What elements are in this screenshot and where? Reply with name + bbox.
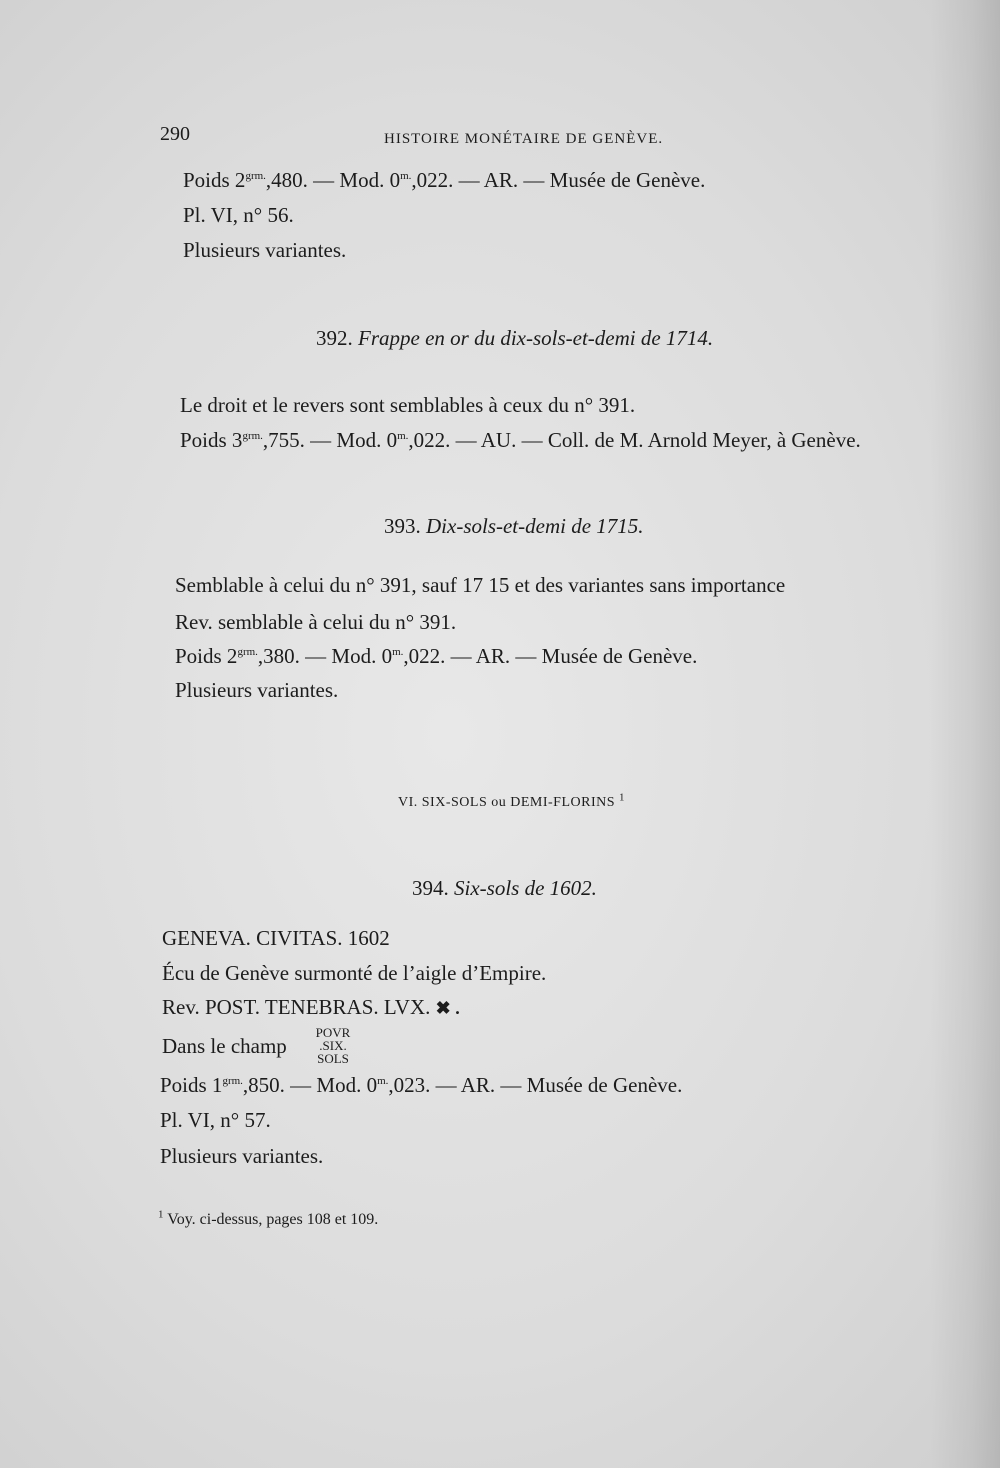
footnote-marker: 1 [158, 1208, 164, 1221]
entry-heading-394: 394. Six-sols de 1602. [412, 876, 597, 900]
running-title: HISTOIRE MONÉTAIRE DE GENÈVE. [384, 131, 664, 147]
variants-line-393: Plusieurs variantes. [175, 678, 339, 702]
champ-line: SOLS [317, 1051, 349, 1066]
footnote-ref: 1 [619, 791, 626, 804]
entry-heading-393: 393. Dix-sols-et-demi de 1715. [384, 514, 644, 538]
champ-label: Dans le champ [162, 1034, 287, 1058]
plate-line-391: Pl. VI, n° 56. [183, 203, 294, 227]
page-number: 290 [160, 123, 190, 145]
champ-line: .SIX. [319, 1038, 347, 1053]
weight-line-392: Poids $3^{grm.},755$. — Mod. $0^{m.},022$. — AU. — Coll. de M. Arnold Meyer, à Genève. [180, 428, 861, 452]
weight-line-394: Poids $1^{grm.},850$. — Mod. $0^{m.},023$. — AR. — Musée de Genève. [160, 1073, 683, 1097]
reverse-line-393: Rev. semblable à celui du n° 391. [175, 610, 457, 634]
champ-line: POVR [315, 1025, 351, 1040]
footnote: $^1$ Voy. ci-dessus, pages 108 et 109. [158, 1208, 379, 1228]
description-line-393: Semblable à celui du n° 391, sauf 17 15 et des variantes sans importance [175, 573, 786, 597]
weight-line-393: Poids $2^{grm.},380$. — Mod. $0^{m.},022$. — AR. — Musée de Genève. [175, 644, 698, 668]
variants-line-391: Plusieurs variantes. [183, 238, 347, 262]
reverse-line-394: Rev. POST. TENEBRAS. LVX. ✖ . [162, 995, 460, 1019]
page-gutter-shadow [930, 0, 1000, 1468]
legend-line-394: GENEVA. CIVITAS. 1602 [162, 926, 390, 950]
section-heading: VI. SIX-SOLS ou DEMI-FLORINS $^1$ [398, 791, 626, 810]
variants-line-394: Plusieurs variantes. [160, 1144, 324, 1168]
description-line-392: Le droit et le revers sont semblables à ceux du n° 391. [180, 393, 636, 417]
weight-line-391: Poids $2^{grm.},480$. — Mod. $0^{m.},022$. — AR. — Musée de Genève. [183, 168, 706, 192]
obverse-line-394: Écu de Genève surmonté de l’aigle d’Empire. [162, 961, 547, 985]
champ-legend [306, 1026, 360, 1065]
cross-mark-glyph: ✖ . [435, 998, 460, 1018]
plate-line-394: Pl. VI, n° 57. [160, 1108, 271, 1132]
entry-heading-392: 392. Frappe en or du dix-sols-et-demi de 1714. [316, 326, 714, 350]
